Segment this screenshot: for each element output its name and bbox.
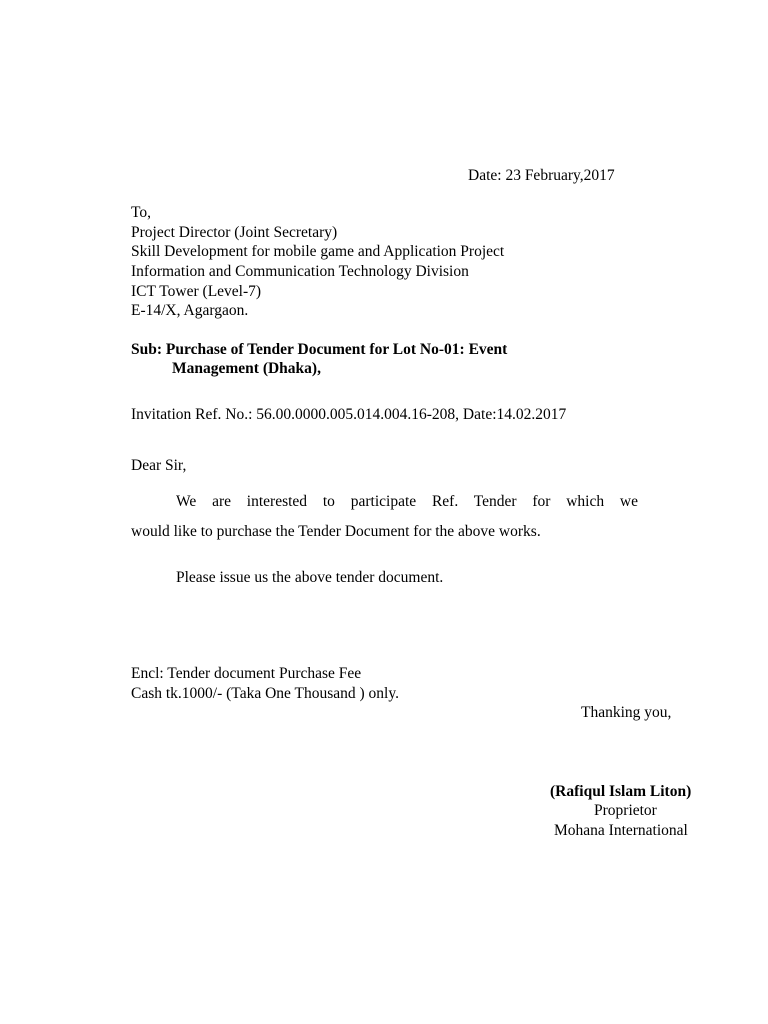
closing-phrase: Thanking you, (581, 704, 672, 721)
recipient-line-2: Skill Development for mobile game and Application Project (131, 243, 505, 260)
subject-line-1: Sub: Purchase of Tender Document for Lot No-01: Event (131, 341, 508, 358)
recipient-line-5: E-14/X, Agargaon. (131, 302, 249, 319)
letter-date: Date: 23 February,2017 (468, 167, 615, 184)
recipient-line-3: Information and Communication Technology Division (131, 263, 469, 280)
body-paragraph-2: Please issue us the above tender document. (176, 569, 444, 586)
invitation-reference: Invitation Ref. No.: 56.00.0000.005.014.004.16-208, Date:14.02.2017 (131, 406, 567, 423)
recipient-to: To, (131, 204, 152, 221)
enclosure-line-1: Encl: Tender document Purchase Fee (131, 665, 362, 682)
body-paragraph-1-line-1: We are interested to participate Ref. Tender for which we (176, 493, 638, 510)
signatory-title: Proprietor (594, 802, 657, 819)
body-paragraph-1-line-2: would like to purchase the Tender Document for the above works. (131, 523, 541, 540)
salutation: Dear Sir, (131, 457, 187, 474)
recipient-line-4: ICT Tower (Level-7) (131, 283, 262, 300)
subject-line-2: Management (Dhaka), (172, 360, 321, 377)
enclosure-line-2: Cash tk.1000/- (Taka One Thousand ) only. (131, 685, 399, 702)
signatory-name: (Rafiqul Islam Liton) (550, 783, 692, 800)
recipient-line-1: Project Director (Joint Secretary) (131, 224, 338, 241)
signatory-company: Mohana International (554, 822, 688, 839)
